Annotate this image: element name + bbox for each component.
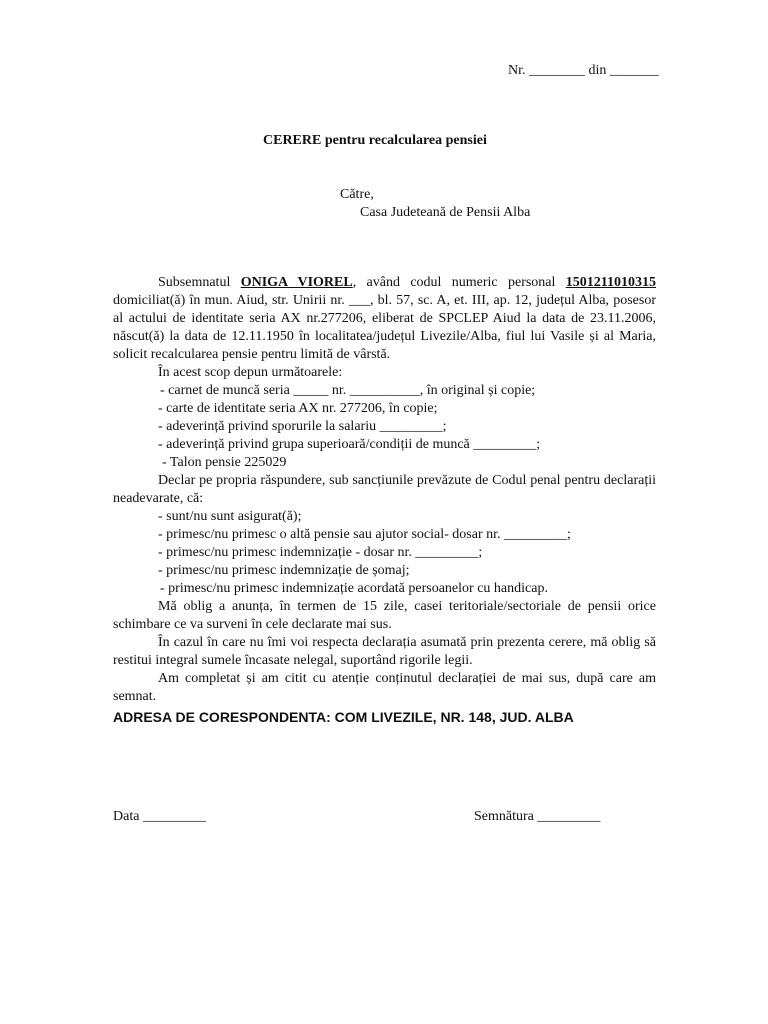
obligation-paragraph: Mă oblig a anunța, în termen de 15 zile, casei teritoriale/sectoriale de pensii orice schimbare ce va surveni în cele declarate mai sus. (113, 599, 656, 632)
document-item: - carnet de muncă seria _____ nr. __________, în original și copie; (160, 383, 536, 398)
signature-field: Semnătura _________ (474, 809, 601, 824)
correspondence-address: ADRESA DE CORESPONDENTA: COM LIVEZILE, NR. 148, JUD. ALBA (113, 709, 574, 725)
completion-paragraph: Am completat și am citit cu atenție conținutul declarației de mai sus, după care am semnat. (113, 671, 656, 704)
intro-rest: domiciliat(ă) în mun. Aiud, str. Unirii nr. ___, bl. 57, sc. A, et. III, ap. 12, județul Alba, posesor al actului de identitate seria AX nr.277206, eliberat de SPCLEP Aiud la data de 23.11.2006, născut(ă) la data de 12.11.1950 în localitatea/județul Livezile/Alba, fiul lui Vasile și al Maria, solicit recalcularea pensie pentru limită de vârstă. (113, 293, 656, 362)
declaration-item: - primesc/nu primesc indemnizație de șomaj; (158, 563, 410, 578)
document-item: - adeverință privind grupa superioară/condiții de muncă _________; (158, 437, 541, 452)
document-item: - Talon pensie 225029 (162, 455, 287, 470)
intro-start: Subsemnatul (158, 275, 241, 290)
registration-number-line: Nr. ________ din _______ (508, 63, 659, 78)
addressee-institution: Casa Judeteană de Pensii Alba (360, 205, 531, 220)
document-title: CERERE pentru recalcularea pensiei (263, 133, 487, 148)
declaration-heading: Declar pe propria răspundere, sub sancțiunile prevăzute de Codul penal pentru declarații neadevarate, că: (113, 473, 656, 506)
document-body (113, 274, 656, 726)
restitution-paragraph: În cazul în care nu îmi voi respecta declarația asumată prin prezenta cerere, mă oblig să restitui integral sumele încasate nelegal, suportând rigorile legii. (113, 635, 656, 668)
declaration-item: - primesc/nu primesc indemnizație acordată persoanelor cu handicap. (160, 581, 548, 596)
document-item: - carte de identitate seria AX nr. 277206, în copie; (158, 401, 438, 416)
intro-mid: , având codul numeric personal (352, 275, 566, 290)
personal-id-number: 1501211010315 (565, 275, 656, 290)
document-item: - adeverință privind sporurile la salariu _________; (158, 419, 447, 434)
date-field: Data _________ (113, 809, 206, 824)
declaration-item: - primesc/nu primesc o altă pensie sau ajutor social- dosar nr. _________; (158, 527, 571, 542)
applicant-name: ONIGA VIOREL (240, 275, 353, 290)
declaration-item: - sunt/nu sunt asigurat(ă); (158, 509, 302, 524)
intro-paragraph (113, 274, 656, 364)
declaration-item: - primesc/nu primesc indemnizație - dosar nr. _________; (158, 545, 483, 560)
documents-heading: În acest scop depun următoarele: (158, 365, 343, 380)
addressee-to: Către, (340, 187, 374, 202)
